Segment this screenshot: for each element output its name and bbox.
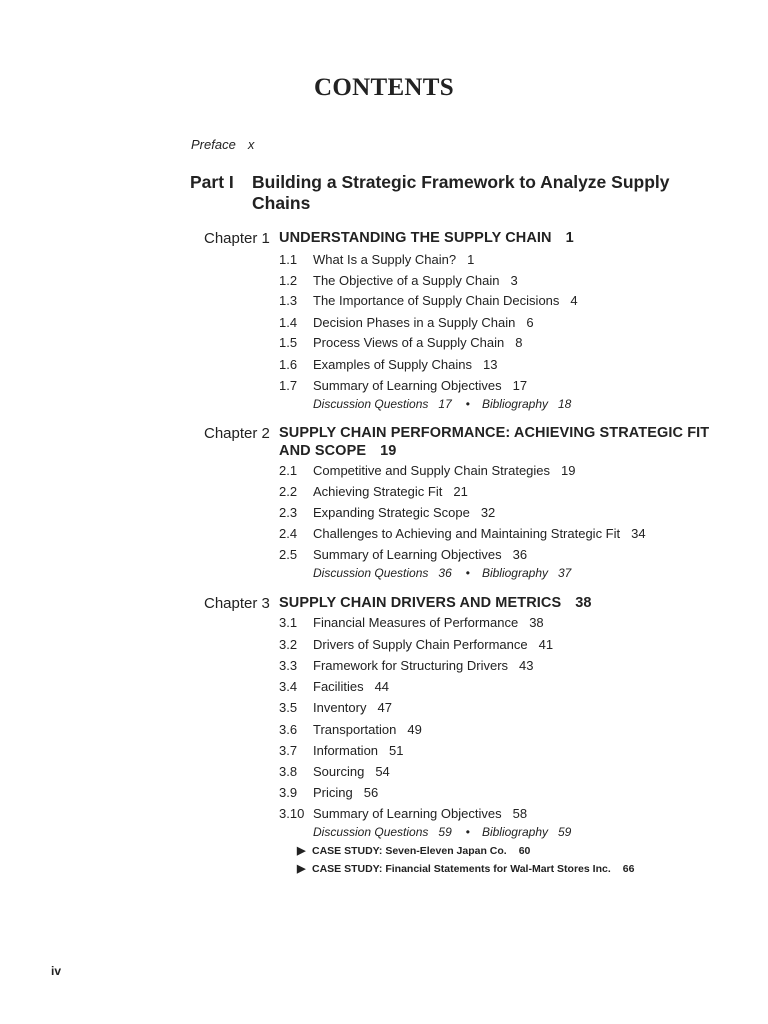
section-page: 56: [363, 785, 379, 800]
discussion-label: Discussion Questions: [313, 825, 429, 839]
section-page: 36: [512, 547, 528, 562]
section-number: 3.6: [279, 722, 298, 737]
section-number: 3.2: [279, 637, 298, 652]
section-entry[interactable]: [279, 315, 534, 331]
chapter-title: [279, 229, 719, 247]
section-entry[interactable]: [279, 547, 527, 563]
section-entry[interactable]: [279, 252, 474, 268]
section-entry[interactable]: [279, 505, 495, 521]
section-title: Examples of Supply Chains: [313, 357, 472, 372]
section-number: 3.4: [279, 679, 298, 694]
section-title: Achieving Strategic Fit: [313, 484, 443, 499]
section-page: 19: [561, 463, 576, 478]
chapter-title-text: SUPPLY CHAIN DRIVERS AND METRICS: [279, 595, 562, 611]
preface-label: Preface: [191, 137, 236, 152]
section-number: 3.5: [279, 700, 298, 715]
preface-page: x: [247, 137, 255, 152]
section-number: 3.7: [279, 743, 298, 758]
section-number: 1.4: [279, 315, 298, 330]
section-page: 51: [389, 743, 404, 758]
discussion-line: [313, 566, 571, 581]
discussion-line: [313, 825, 571, 840]
section-page: 21: [453, 484, 468, 499]
case-study-page: 66: [622, 863, 635, 875]
discussion-label: Discussion Questions: [313, 397, 429, 411]
section-title: Financial Measures of Performance: [313, 615, 519, 630]
section-number: 2.3: [279, 505, 298, 520]
discussion-page: 36: [438, 566, 452, 580]
preface-entry[interactable]: [191, 137, 254, 152]
bullet-separator: •: [465, 397, 470, 411]
section-number: 1.5: [279, 335, 298, 350]
section-entry[interactable]: [279, 722, 422, 738]
section-title: Process Views of a Supply Chain: [313, 335, 505, 350]
section-entry[interactable]: [279, 679, 389, 695]
section-page: 32: [480, 505, 496, 520]
section-number: 3.8: [279, 764, 298, 779]
section-title: Challenges to Achieving and Maintaining Strategic Fit: [313, 526, 621, 541]
section-entry[interactable]: [279, 615, 544, 631]
chapter-page: 1: [565, 230, 574, 246]
triangle-right-icon: ▶: [297, 845, 306, 857]
section-title: Decision Phases in a Supply Chain: [313, 315, 516, 330]
section-title: Framework for Structuring Drivers: [313, 658, 509, 673]
section-page: 54: [375, 764, 390, 779]
section-number: 1.7: [279, 378, 298, 393]
section-title: Competitive and Supply Chain Strategies: [313, 463, 551, 478]
section-entry[interactable]: [279, 357, 497, 373]
section-page: 4: [570, 293, 578, 308]
section-number: 2.4: [279, 526, 298, 541]
section-title: Facilities: [313, 679, 364, 694]
section-entry[interactable]: [279, 743, 404, 759]
page-title: CONTENTS: [314, 74, 454, 101]
section-entry[interactable]: [279, 463, 576, 479]
chapter-title-text: UNDERSTANDING THE SUPPLY CHAIN: [279, 230, 552, 246]
section-title: Transportation: [313, 722, 397, 737]
bullet-separator: •: [465, 566, 470, 580]
bibliography-label: Bibliography: [481, 825, 548, 839]
case-study-entry[interactable]: [297, 862, 634, 876]
section-entry[interactable]: [279, 335, 522, 351]
section-number: 1.2: [279, 273, 298, 288]
section-number: 3.3: [279, 658, 298, 673]
section-page: 17: [512, 378, 528, 393]
section-page: 8: [515, 335, 523, 350]
section-page: 13: [482, 357, 498, 372]
bibliography-page: 37: [558, 566, 572, 580]
section-page: 44: [374, 679, 390, 694]
section-number: 1.3: [279, 293, 298, 308]
section-title: Pricing: [313, 785, 353, 800]
section-title: What Is a Supply Chain?: [313, 252, 457, 267]
section-number: 3.1: [279, 615, 298, 630]
section-page: 6: [526, 315, 534, 330]
section-entry[interactable]: [279, 700, 392, 716]
section-entry[interactable]: [279, 526, 646, 542]
discussion-line: [313, 397, 571, 412]
section-title: Summary of Learning Objectives: [313, 806, 502, 821]
section-title: The Importance of Supply Chain Decisions: [313, 293, 560, 308]
part-title: Building a Strategic Framework to Analyze Supply Chains: [252, 172, 670, 213]
section-page: 1: [467, 252, 475, 267]
section-page: 38: [529, 615, 544, 630]
section-title: Summary of Learning Objectives: [313, 378, 502, 393]
chapter-title: [279, 594, 719, 612]
discussion-page: 17: [438, 397, 452, 411]
chapter-label: Chapter 3: [204, 595, 270, 612]
part-label: Part I: [190, 172, 234, 192]
bullet-separator: •: [465, 825, 470, 839]
section-page: 3: [510, 273, 518, 288]
triangle-right-icon: ▶: [297, 863, 306, 875]
section-title: Inventory: [313, 700, 367, 715]
section-entry[interactable]: [279, 378, 527, 394]
section-page: 49: [407, 722, 422, 737]
section-number: 2.1: [279, 463, 298, 478]
section-number: 2.2: [279, 484, 298, 499]
section-entry[interactable]: [279, 785, 378, 801]
section-page: 41: [538, 637, 554, 652]
section-number: 3.9: [279, 785, 298, 800]
bibliography-label: Bibliography: [481, 397, 548, 411]
section-title: Expanding Strategic Scope: [313, 505, 470, 520]
section-title: Summary of Learning Objectives: [313, 547, 502, 562]
section-entry[interactable]: [279, 764, 390, 780]
section-number: 3.10: [279, 806, 305, 821]
page-folio: iv: [51, 964, 62, 978]
discussion-label: Discussion Questions: [313, 566, 429, 580]
section-page: 47: [377, 700, 392, 715]
case-study-label: CASE STUDY:: [312, 845, 383, 857]
bibliography-label: Bibliography: [481, 566, 548, 580]
chapter-label: Chapter 1: [204, 230, 270, 247]
chapter-page: 38: [575, 595, 592, 611]
section-number: 2.5: [279, 547, 298, 562]
discussion-page: 59: [438, 825, 452, 839]
bibliography-page: 59: [558, 825, 572, 839]
section-entry[interactable]: [279, 806, 527, 822]
case-study-label: CASE STUDY:: [312, 863, 383, 875]
case-study-page: 60: [518, 845, 531, 857]
section-title: The Objective of a Supply Chain: [313, 273, 500, 288]
case-study-entry[interactable]: [297, 844, 530, 858]
chapter-title: [279, 424, 719, 460]
section-title: Drivers of Supply Chain Performance: [313, 637, 528, 652]
section-number: 1.1: [279, 252, 298, 267]
section-entry[interactable]: [279, 273, 518, 289]
chapter-title-text: SUPPLY CHAIN PERFORMANCE: ACHIEVING STRATEGIC FIT AND SCOPE: [279, 425, 710, 459]
bibliography-page: 18: [558, 397, 572, 411]
section-entry[interactable]: [279, 484, 468, 500]
section-entry[interactable]: [279, 293, 578, 309]
case-study-title: Seven-Eleven Japan Co.: [385, 845, 507, 857]
chapter-page: 19: [380, 443, 397, 459]
section-title: Sourcing: [313, 764, 365, 779]
section-page: 34: [631, 526, 646, 541]
section-title: Information: [313, 743, 379, 758]
section-entry[interactable]: [279, 658, 534, 674]
section-number: 1.6: [279, 357, 298, 372]
section-page: 58: [512, 806, 528, 821]
section-page: 43: [519, 658, 534, 673]
case-study-title: Financial Statements for Wal-Mart Stores Inc.: [385, 863, 611, 875]
chapter-label: Chapter 2: [204, 425, 270, 442]
section-entry[interactable]: [279, 637, 553, 653]
